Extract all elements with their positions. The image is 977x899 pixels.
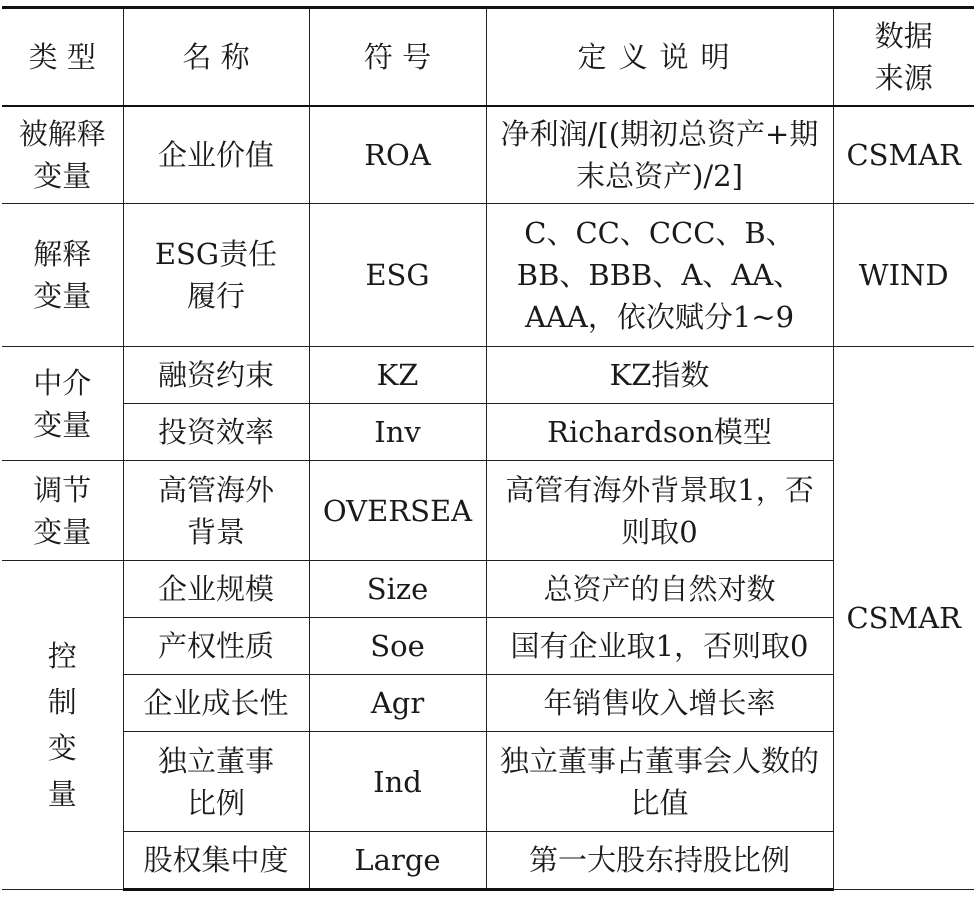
table-row — [2, 204, 974, 347]
table-row — [2, 404, 974, 461]
name-cell — [123, 732, 309, 832]
table-row — [2, 618, 974, 675]
table-row — [2, 461, 974, 561]
source-cell-dependent: CSMAR — [833, 106, 974, 204]
variable-definition-table — [2, 6, 974, 891]
type-char: 变 — [47, 731, 77, 765]
header-source-line2: 来源 — [874, 60, 933, 95]
type-cell-mediator — [2, 347, 123, 461]
name-cell: 股权集中度 — [123, 832, 309, 890]
table-row — [2, 561, 974, 618]
name-cell: 企业规模 — [123, 561, 309, 618]
type-cell-dependent — [2, 106, 123, 204]
source-cell-shared: CSMAR — [833, 347, 974, 890]
name-line: ESG责任 — [154, 237, 278, 271]
name-line: 履行 — [186, 279, 245, 313]
definition-cell: 年销售收入增长率 — [486, 675, 833, 732]
symbol-cell: Agr — [309, 675, 486, 732]
type-cell-explanatory — [2, 204, 123, 347]
type-char: 控 — [47, 639, 77, 673]
table-row — [2, 732, 974, 832]
name-line: 高管海外 — [157, 472, 274, 507]
type-line: 中介 — [33, 365, 92, 400]
definition-cell: 高管有海外背景取1，否则取0 — [486, 461, 833, 561]
table-row — [2, 675, 974, 732]
definition-cell: 独立董事占董事会人数的比值 — [486, 732, 833, 832]
header-name: 名 称 — [123, 8, 309, 106]
type-line: 变量 — [33, 407, 92, 442]
name-cell — [123, 204, 309, 347]
type-char: 量 — [47, 777, 77, 811]
name-cell — [123, 461, 309, 561]
definition-cell: Richardson模型 — [486, 404, 833, 461]
table-row — [2, 347, 974, 404]
header-row — [2, 8, 974, 106]
header-source-line1: 数据 — [874, 18, 933, 53]
symbol-cell: Soe — [309, 618, 486, 675]
source-cell-explanatory: WIND — [833, 204, 974, 347]
type-line: 被解释 — [18, 116, 106, 151]
symbol-cell: Large — [309, 832, 486, 890]
definition-cell: 第一大股东持股比例 — [486, 832, 833, 890]
symbol-cell: Ind — [309, 732, 486, 832]
definition-cell: KZ指数 — [486, 347, 833, 404]
symbol-cell: KZ — [309, 347, 486, 404]
name-line: 独立董事 — [157, 743, 274, 778]
type-line: 解释 — [33, 237, 92, 271]
symbol-cell: Size — [309, 561, 486, 618]
name-line: 背景 — [186, 514, 245, 549]
type-line: 变量 — [33, 158, 92, 193]
name-cell: 企业价值 — [123, 106, 309, 204]
header-symbol: 符 号 — [309, 8, 486, 106]
type-cell-control — [2, 561, 123, 890]
table-row — [2, 832, 974, 890]
type-line: 变量 — [33, 279, 92, 313]
definition-cell: 总资产的自然对数 — [486, 561, 833, 618]
header-type: 类 型 — [2, 8, 123, 106]
type-char: 制 — [47, 685, 77, 719]
definition-cell: 净利润/[(期初总资产+期末总资产)/2] — [486, 106, 833, 204]
name-cell: 融资约束 — [123, 347, 309, 404]
name-cell: 投资效率 — [123, 404, 309, 461]
header-source — [833, 8, 974, 106]
name-cell: 企业成长性 — [123, 675, 309, 732]
header-definition: 定义说明 — [486, 8, 833, 106]
table-row — [2, 106, 974, 204]
symbol-cell: Inv — [309, 404, 486, 461]
name-cell: 产权性质 — [123, 618, 309, 675]
symbol-cell: ESG — [309, 204, 486, 347]
definition-cell: C、CC、CCC、B、BB、BBB、A、AA、AAA，依次赋分1~9 — [486, 204, 833, 347]
symbol-cell: OVERSEA — [309, 461, 486, 561]
type-cell-moderator — [2, 461, 123, 561]
type-line: 调节 — [33, 472, 92, 507]
symbol-cell: ROA — [309, 106, 486, 204]
type-line: 变量 — [33, 514, 92, 549]
name-line: 比例 — [186, 785, 245, 820]
definition-cell: 国有企业取1，否则取0 — [486, 618, 833, 675]
